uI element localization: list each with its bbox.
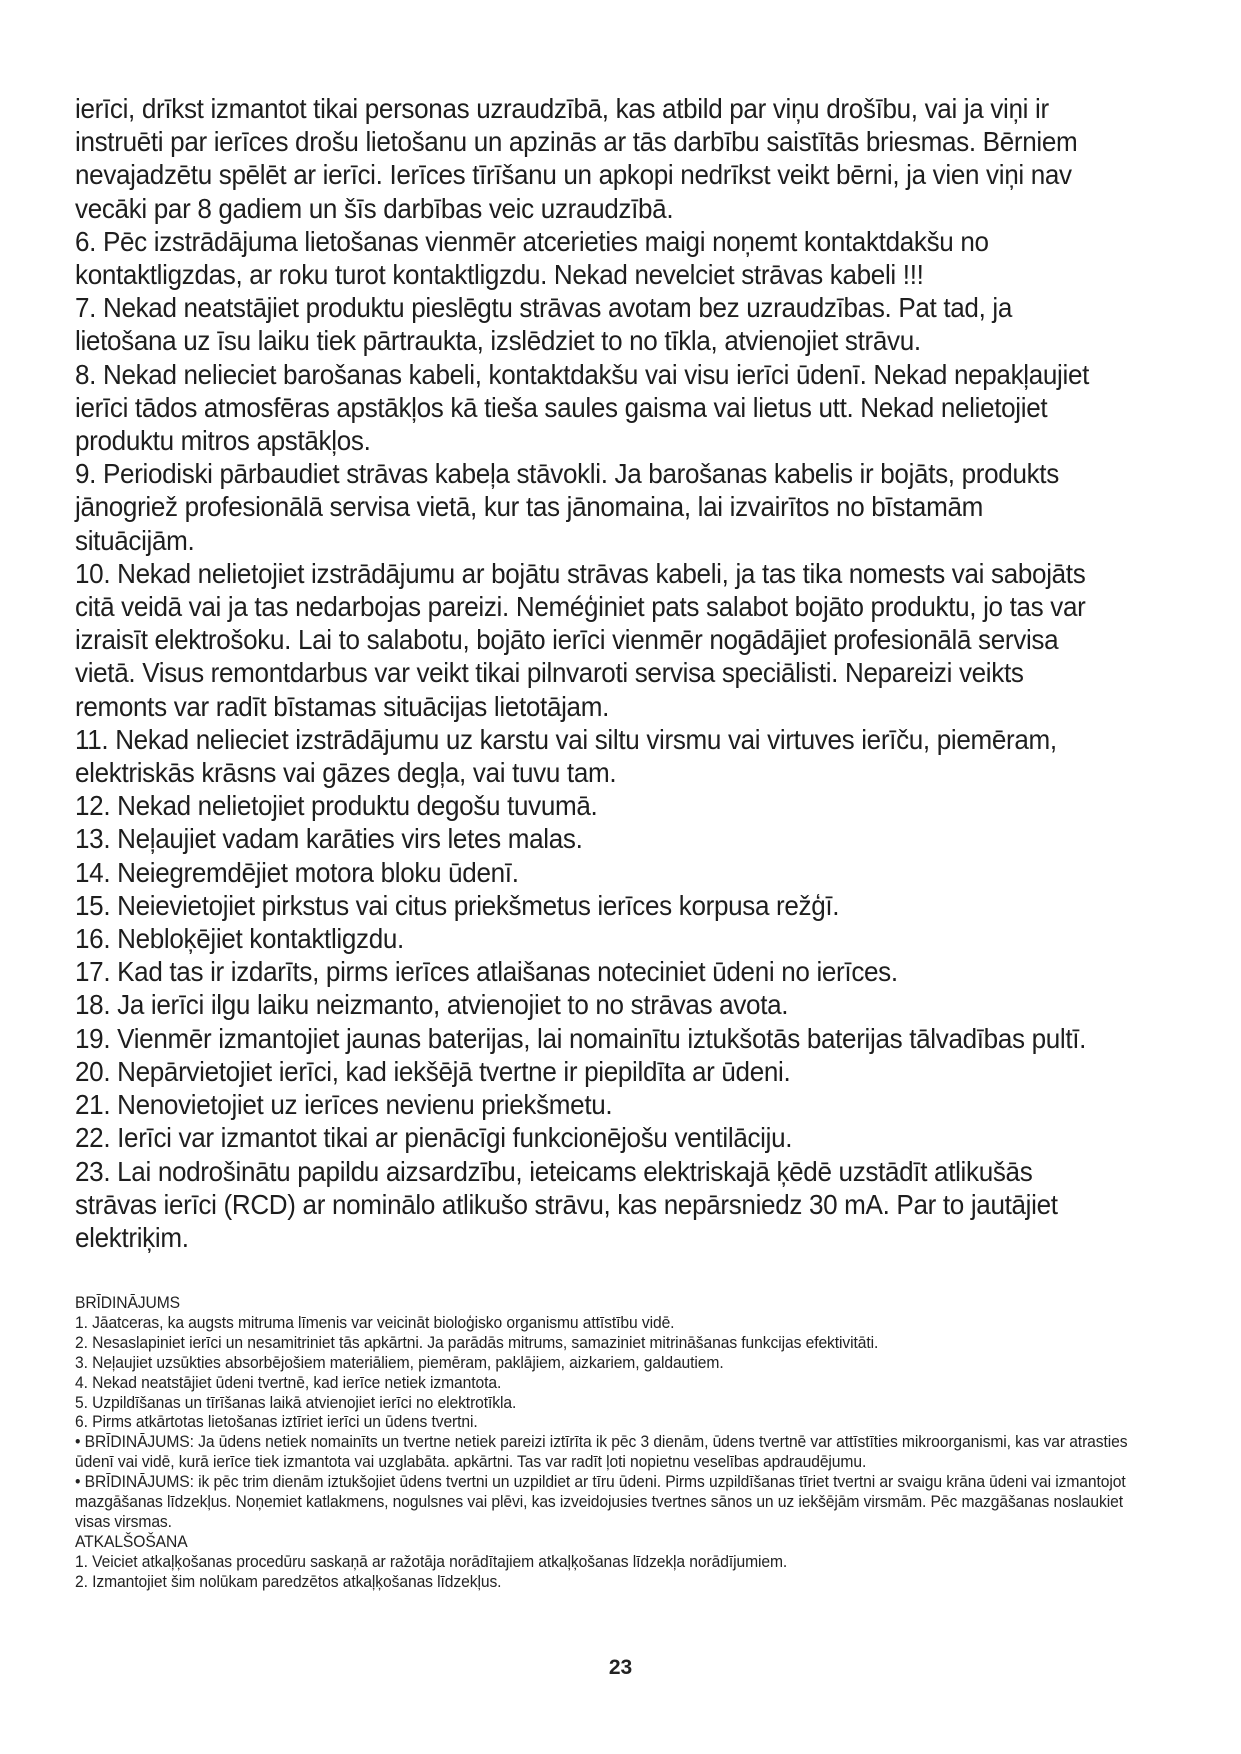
descaling-item: 1. Veiciet atkaļķošanas procedūru saskaņā ar ražotāja norādītajiem atkaļķošanas līdzekļa norādījumiem.	[75, 1551, 788, 1571]
instruction-item: 7. Nekad neatstājiet produktu pieslēgtu strāvas avotam bez uzraudzības. Pat tad, ja lietošana uz īsu laiku tiek pārtraukta, izslēdziet to no tīkla, atvienojiet strāvu.	[75, 292, 1013, 357]
safety-instructions	[75, 92, 1107, 1254]
warning-item: 1. Jāatceras, ka augsts mitruma līmenis var veicināt bioloģisko organismu attīstību vidē.	[75, 1312, 675, 1332]
descaling-heading: ATKALŠOŠANA	[75, 1531, 188, 1551]
instruction-item: 9. Periodiski pārbaudiet strāvas kabeļa stāvokli. Ja barošanas kabelis ir bojāts, produkts jānogriež profesionālā servisa vietā, kur tas jānomaina, lai izvairītos no bīstamām situācijām.	[75, 458, 1059, 556]
instruction-item: 18. Ja ierīci ilgu laiku neizmanto, atvienojiet to no strāvas avota.	[75, 989, 789, 1021]
instruction-item: 14. Neiegremdējiet motora bloku ūdenī.	[75, 856, 519, 888]
warnings-section	[75, 1293, 1133, 1592]
instruction-item: 22. Ierīci var izmantot tikai ar pienācīgi funkcionējošu ventilāciju.	[75, 1122, 793, 1154]
warning-item: • BRĪDINĀJUMS: Ja ūdens netiek nomainīts un tvertne netiek pareizi iztīrīta ik pēc 3 dienām, ūdens tvertnē var attīstīties mikroorganismi, kas var atrasties ūdenī vai vidē, kurā ierīce tiek izmantota vai uzglabāta. apkārtni. Tas var radīt ļoti nopietnu veselības apdraudējumu.	[75, 1432, 1128, 1472]
instruction-item: 20. Nepārvietojiet ierīci, kad iekšējā tvertne ir piepildīta ar ūdeni.	[75, 1055, 791, 1087]
instruction-item: 8. Nekad nelieciet barošanas kabeli, kontaktdakšu vai visu ierīci ūdenī. Nekad nepakļaujiet ierīci tādos atmosfēras apstākļos kā tieša saules gaisma vai lietus utt. Nekad nelietojiet produktu mitros apstākļos.	[75, 358, 1090, 457]
warnings-heading: BRĪDINĀJUMS	[75, 1293, 181, 1312]
instruction-item: 16. Nebloķējiet kontaktligzdu.	[75, 923, 404, 955]
warning-item: 6. Pirms atkārtotas lietošanas iztīriet ierīci un ūdens tvertni.	[75, 1412, 478, 1432]
paragraph-continued: ierīci, drīkst izmantot tikai personas uzraudzībā, kas atbild par viņu drošību, vai ja viņi ir instruēti par ierīces drošu lietošanu un apzinās ar tās darbību saistītās briesmas. Bērniem nevajadzētu spēlēt ar ierīci. Ierīces tīrīšanu un apkopi nedrīkst veikt bērni, ja vien viņi nav vecāki par 8 gadiem un šīs darbības veic uzraudzībā.	[75, 93, 1078, 224]
warning-item: 3. Neļaujiet uzsūkties absorbējošiem materiāliem, piemēram, paklājiem, aizkariem, galdautiem.	[75, 1352, 724, 1372]
instruction-item: 15. Neievietojiet pirkstus vai citus priekšmetus ierīces korpusa režģī.	[75, 889, 840, 921]
warning-item: 5. Uzpildīšanas un tīrīšanas laikā atvienojiet ierīci no elektrotīkla.	[75, 1392, 517, 1412]
descaling-item: 2. Izmantojiet šim nolūkam paredzētos atkaļķošanas līdzekļus.	[75, 1571, 502, 1591]
page-number: 23	[608, 1656, 633, 1679]
instruction-item: 21. Nenovietojiet uz ierīces nevienu priekšmetu.	[75, 1089, 613, 1121]
instruction-item: 13. Neļaujiet vadam karāties virs letes malas.	[75, 823, 583, 855]
warning-item: • BRĪDINĀJUMS: ik pēc trim dienām iztukšojiet ūdens tvertni un uzpildiet ar tīru ūdeni. Pirms uzpildīšanas tīriet tvertni ar svaigu krāna ūdeni vai izmantojot mazgāšanas līdzekļus. Noņemiet katlakmens, nogulsnes vai plēvi, kas izveidojusies tvertnes sānos un uz iekšējām virsmām. Pēc mazgāšanas noslaukiet visas virsmas.	[75, 1472, 1126, 1531]
warning-item: 4. Nekad neatstājiet ūdeni tvertnē, kad ierīce netiek izmantota.	[75, 1372, 502, 1392]
instruction-item: 12. Nekad nelietojiet produktu degošu tuvumā.	[75, 790, 598, 822]
warning-item: 2. Nesaslapiniet ierīci un nesamitriniet tās apkārtni. Ja parādās mitrums, samaziniet mitrināšanas funkcijas efektivitāti.	[75, 1332, 879, 1352]
instruction-item: 19. Vienmēr izmantojiet jaunas baterijas, lai nomainītu iztukšotās baterijas tālvadības pultī.	[75, 1022, 1087, 1054]
instruction-item: 17. Kad tas ir izdarīts, pirms ierīces atlaišanas noteciniet ūdeni no ierīces.	[75, 956, 898, 988]
instruction-item: 11. Nekad nelieciet izstrādājumu uz karstu vai siltu virsmu vai virtuves ierīču, piemēram, elektriskās krāsns vai gāzes degļa, vai tuvu tam.	[75, 723, 1057, 789]
instruction-item: 6. Pēc izstrādājuma lietošanas vienmēr atcerieties maigi noņemt kontaktdakšu no kontaktligzdas, ar roku turot kontaktligzdu. Nekad nevelciet strāvas kabeli !!!	[75, 225, 989, 291]
instruction-item: 23. Lai nodrošinātu papildu aizsardzību, ieteicams elektriskajā ķēdē uzstādīt atlikušās strāvas ierīci (RCD) ar nominālo atlikušo strāvu, kas nepārsniedz 30 mA. Par to jautājiet elektriķim.	[75, 1155, 1058, 1253]
instruction-item: 10. Nekad nelietojiet izstrādājumu ar bojātu strāvas kabeli, ja tas tika nomests vai sabojāts citā veidā vai ja tas nedarbojas pareizi. Neméģiniet pats salabot bojāto produktu, jo tas var izraisīt elektrošoku. Lai to salabotu, bojāto ierīci vienmēr nogādājiet profesionālā servisa vietā. Visus remontdarbus var veikt tikai pilnvaroti servisa speciālisti. Nepareizi veikts remonts var radīt bīstamas situācijas lietotājam.	[75, 557, 1086, 722]
